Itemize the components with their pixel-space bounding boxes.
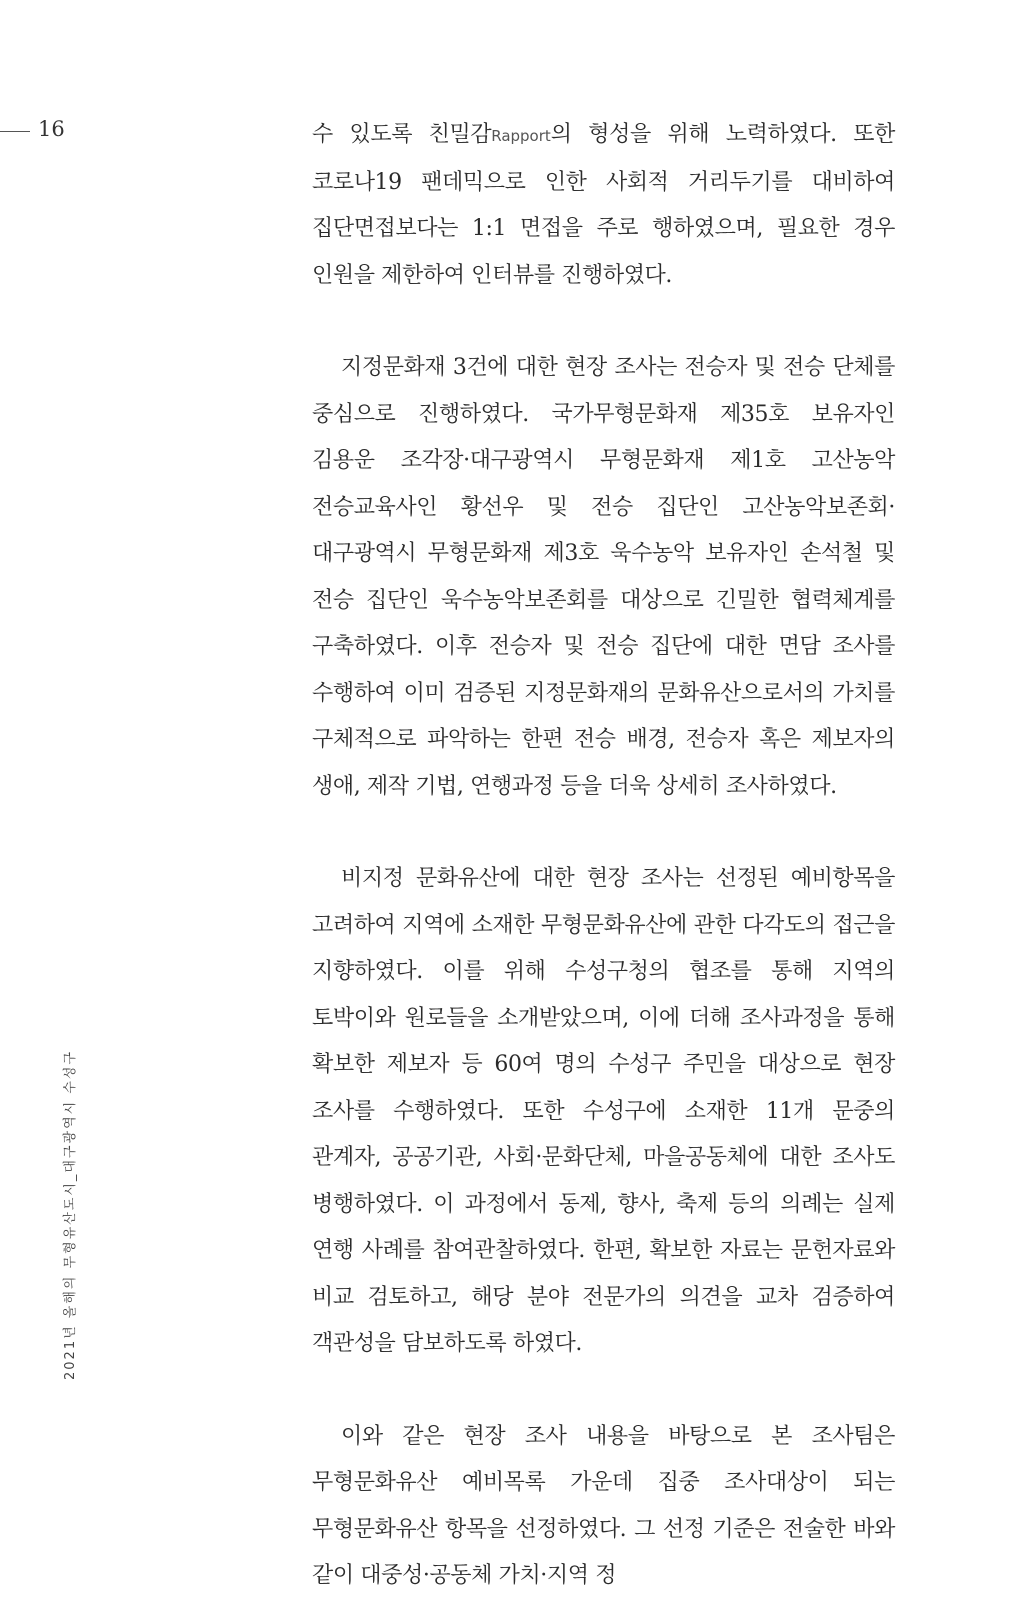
paragraph-gap	[312, 299, 895, 345]
rapport-term: Rapport	[491, 127, 551, 145]
running-title: 2021년 올해의 무형유산도시_대구광역시 수성구	[63, 1049, 78, 1380]
paragraph-2: 지정문화재 3건에 대한 현장 조사는 전승자 및 전승 단체를 중심으로 진행하였다. 국가무형문화재 제35호 보유자인 김용운 조각장·대구광역시 무형문화재 제1호 고산농악 전승교육사인 황선우 및 전승 집단인 고산농악보존회·대구광역시 무형문화재 제3호 욱수농악 보유자인 손석철 및 전승 집단인 욱수농악보존회를 대상으로 긴밀한 협력체계를 구축하였다. 이후 전승자 및 전승 집단에 대한 면담 조사를 수행하여 이미 검증된 지정문화재의 문화유산으로서의 가치를 구체적으로 파악하는 한편 전승 배경, 전승자 혹은 제보자의 생애, 제작 기법, 연행과정 등을 더욱 상세히 조사하였다.	[312, 355, 895, 799]
paragraph-1-text-start: 수 있도록 친밀감	[312, 122, 492, 147]
paragraph-gap	[312, 810, 895, 856]
paragraph-1-text-end: 의 형성을 위해 노력하였다. 또한 코로나19 팬데믹으로 인한 사회적 거리두기를 대비하여 집단면접보다는 1:1 면접을 주로 행하였으며, 필요한 경우 인원을 제한하여 인터뷰를 진행하였다.	[312, 122, 895, 288]
paragraph-3: 비지정 문화유산에 대한 현장 조사는 선정된 예비항목을 고려하여 지역에 소재한 무형문화유산에 관한 다각도의 접근을 지향하였다. 이를 위해 수성구청의 협조를 통해 지역의 토박이와 원로들을 소개받았으며, 이에 더해 조사과정을 통해 확보한 제보자 등 60여 명의 수성구 주민을 대상으로 현장 조사를 수행하였다. 또한 수성구에 소재한 11개 문중의 관계자, 공공기관, 사회·문화단체, 마을공동체에 대한 조사도 병행하였다. 이 과정에서 동제, 향사, 축제 등의 의례는 실제 연행 사례를 참여관찰하였다. 한편, 확보한 자료는 문헌자료와 비교 검토하고, 해당 분야 전문가의 의견을 교차 검증하여 객관성을 담보하도록 하였다.	[312, 866, 895, 1356]
body-text	[312, 112, 895, 1600]
page-number-rule	[0, 131, 30, 132]
paragraph-gap	[312, 1368, 895, 1414]
paragraph-4: 이와 같은 현장 조사 내용을 바탕으로 본 조사팀은 무형문화유산 예비목록 가운데 집중 조사대상이 되는 무형문화유산 항목을 선정하였다. 그 선정 기준은 전술한 바와 같이 대중성·공동체 가치·지역 정	[312, 1423, 895, 1588]
paragraph-1	[312, 112, 895, 299]
page-number: 16	[38, 117, 65, 141]
